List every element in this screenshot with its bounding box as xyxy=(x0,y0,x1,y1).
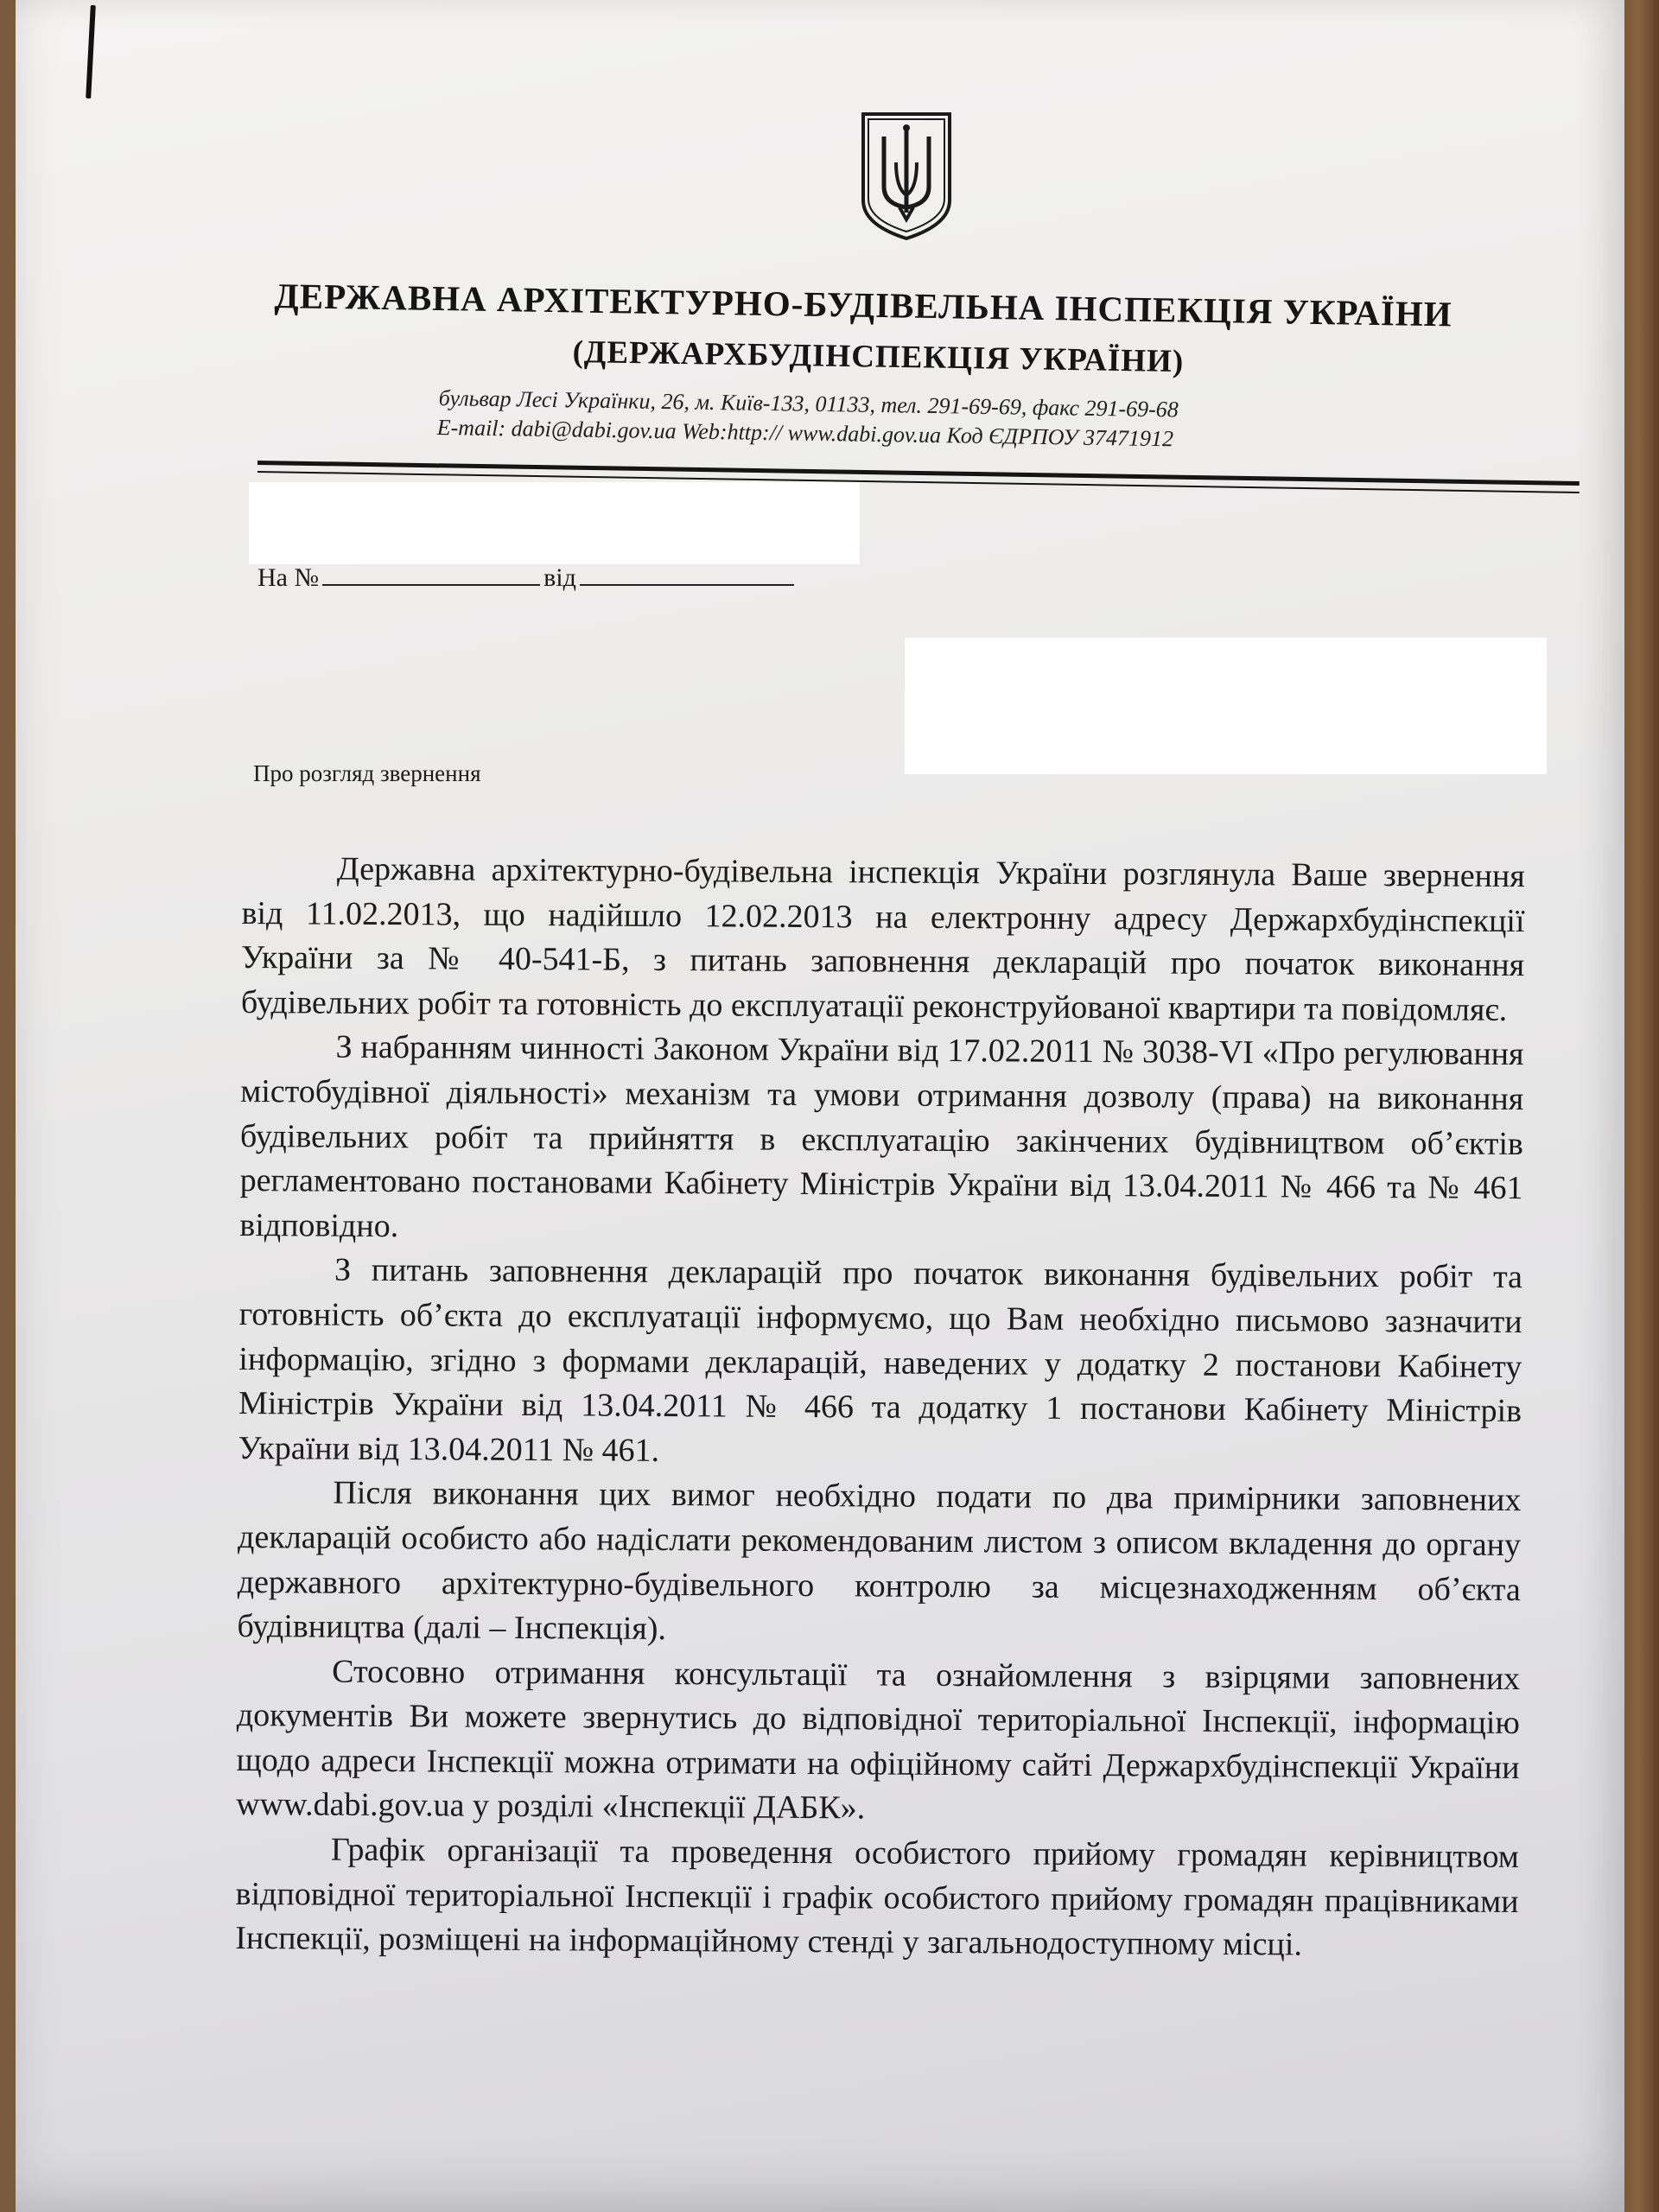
letter-sheet xyxy=(16,0,1624,2212)
body-paragraph: Після виконання цих вимог необхідно подати по два примірники заповнених декларацій особисто або надіслати рекомендованим листом з описом вкладення до органу державного архітектурно-будівельного контролю за місцезнаходженням об’єкта будівництва (далі – Інспекція). xyxy=(237,1474,1522,1648)
letter-body xyxy=(235,847,1525,1969)
letter-subject: Про розгляд звернення xyxy=(253,760,481,786)
organization-title: ДЕРЖАВНА АРХІТЕКТУРНО-БУДІВЕЛЬНА ІНСПЕКЦІЯ УКРАЇНИ xyxy=(274,275,1453,334)
trident-emblem-icon xyxy=(858,111,955,242)
body-paragraph: Стосовно отримання консультації та ознайомлення з взірцями заповнених документів Ви можете звернутись до відповідної територіальної Інспекції, інформацію щодо адреси Інспекції можна отримати на офіційному сайті Держархбудінспекції України www.dabi.gov.ua у розділі «Інспекції ДАБК». xyxy=(236,1653,1521,1827)
body-paragraph: Державна архітектурно-будівельна інспекція України розглянула Ваше звернення від 11.02.2013, що надійшло 12.02.2013 на електронну адресу Держархбудінспекції України за № 40-541-Б, з питань заповнення декларацій про початок виконання будівельних робіт та готовність до експлуатації реконструйованої квартири та повідомляє. xyxy=(240,850,1525,1028)
email-web-line: E-mail: dabi@dabi.gov.ua Web:http:// www.dabi.gov.ua Код ЄДРПОУ 37471912 xyxy=(436,415,1174,452)
reference-line xyxy=(257,560,794,593)
redacted-block-recipient xyxy=(905,638,1547,774)
redacted-block-outgoing xyxy=(249,482,860,564)
reference-number-blank xyxy=(322,560,540,586)
body-paragraph: Графік організації та проведення особистого прийому громадян керівництвом відповідної територіальної Інспекції і графік особистого прийому громадян працівниками Інспекції, розміщені на інформаційному стенді у загальнодоступному місці. xyxy=(235,1831,1520,1963)
reference-date-blank xyxy=(580,560,794,586)
reference-date-label: від xyxy=(543,563,576,592)
reference-number-label: На № xyxy=(257,563,320,592)
organization-abbreviation: (ДЕРЖАРХБУДІНСПЕКЦІЯ УКРАЇНИ) xyxy=(572,334,1185,380)
address-line: бульвар Лесі Українки, 26, м. Київ-133, 01133, тел. 291-69-69, факс 291-69-68 xyxy=(438,385,1179,423)
body-paragraph: З набранням чинності Законом України від 17.02.2011 № 3038-VI «Про регулювання містобудівної діяльності» механізм та умови отримання дозволу (права) на виконання будівельних робіт та прийняття в експлуатацію закінчених будівництвом об’єктів регламентовано постановами Кабінету Міністрів України від 13.04.2011 № 466 та № 461 відповідно. xyxy=(239,1029,1524,1244)
body-paragraph: З питань заповнення декларацій про початок виконання будівельних робіт та готовність об’єкта до експлуатації інформуємо, що Вам необхідно письмово зазначити інформацію, згідно з формами декларацій, наведених у додатку 2 постанови Кабінету Міністрів України від 13.04.2011 № 466 та додатку 1 постанови Кабінету Міністрів України від 13.04.2011 № 461. xyxy=(238,1252,1523,1469)
pen-mark xyxy=(86,5,96,99)
